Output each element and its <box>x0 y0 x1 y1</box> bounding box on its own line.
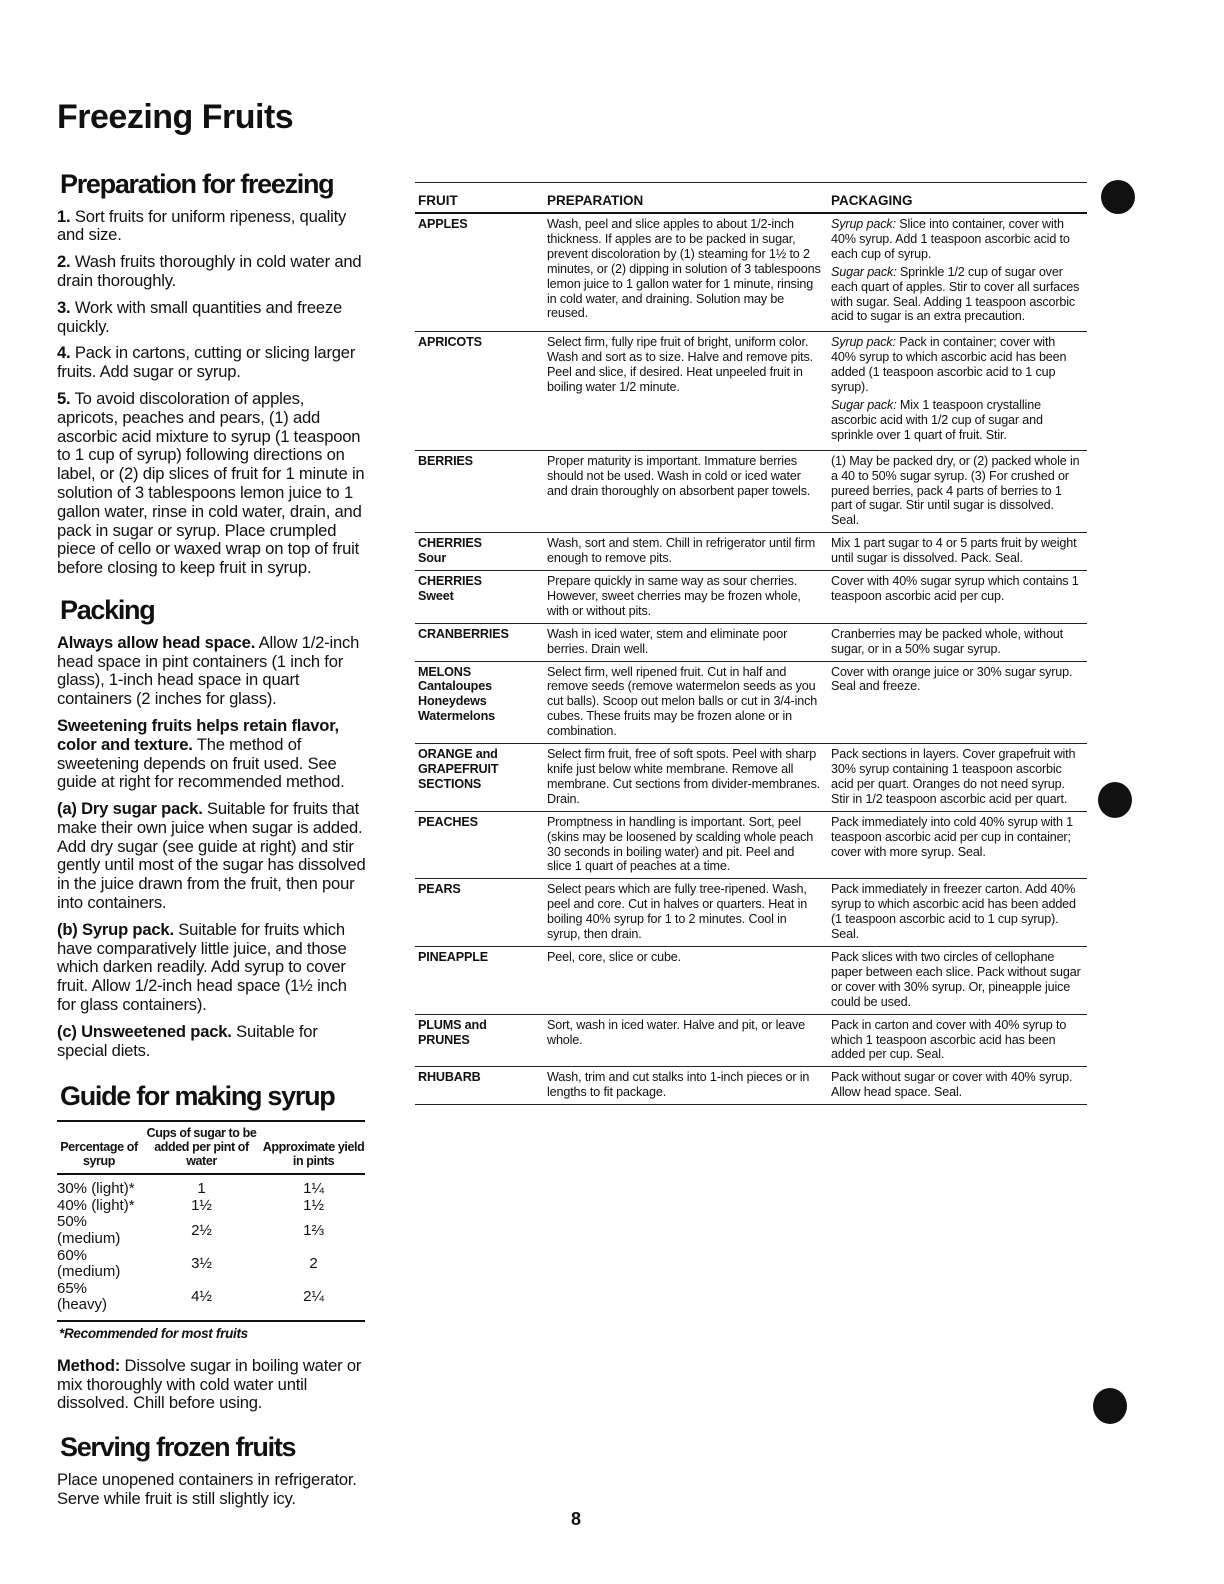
pack-text: Slice into container, cover with 40% syrup. Add 1 teaspoon ascorbic acid to each cup of syrup. <box>831 217 1070 261</box>
column-header-packaging: PACKAGING <box>828 183 1087 214</box>
packaging-cell: (1) May be packed dry, or (2) packed whole in a 40 to 50% sugar syrup. (3) For crushed or pureed berries, pack 4 parts of berries to 1 part of sugar. Stir until sugar is dissolved. Seal. <box>828 450 1087 533</box>
table-cell: 40% (light)* <box>57 1196 135 1214</box>
fruit-name-line: PRUNES <box>418 1032 470 1047</box>
table-cell: 2 <box>309 1254 318 1272</box>
fruit-name <box>415 744 544 812</box>
prep-step-2 <box>57 253 369 291</box>
preparation-cell: Prepare quickly in same way as sour cherries. However, sweet cherries may be frozen whole, with or without pits. <box>544 571 828 624</box>
head-space-lead: Always allow head space. <box>57 632 256 652</box>
step-number: 5. <box>57 389 71 409</box>
binder-hole-icon <box>1093 1388 1127 1424</box>
preparation-cell: Select firm fruit, free of soft spots. Peel with sharp knife just below white membrane. Remove all membrane. Cut sections from divider-membranes. Drain. <box>544 744 828 812</box>
sweetening-lead: Sweetening fruits helps retain flavor, color and texture. <box>57 715 339 754</box>
fruit-name: PINEAPPLE <box>415 946 544 1014</box>
fruit-preparation-table <box>415 182 1087 1105</box>
table-cell: 4½ <box>141 1281 262 1321</box>
fruit-name: RHUBARB <box>415 1067 544 1105</box>
head-space-paragraph <box>57 634 369 709</box>
left-column <box>57 170 369 1517</box>
packaging-cell: Pack sections in layers. Cover grapefruit with 30% syrup containing 1 teaspoon ascorbic acid per quart. Oranges do not need syrup. Stir in 1/2 teaspoon ascorbic acid per quart. <box>828 744 1087 812</box>
table-row <box>57 1174 365 1198</box>
table-cell: 50% (medium) <box>57 1213 121 1247</box>
table-row <box>415 946 1087 1014</box>
prep-step-4 <box>57 344 369 382</box>
syrup-pack-note <box>831 335 1081 395</box>
preparation-cell: Peel, core, slice or cube. <box>544 946 828 1014</box>
sugar-pack-note <box>831 398 1081 443</box>
dry-sugar-lead: (a) Dry sugar pack. <box>57 799 203 819</box>
table-cell: 2¼ <box>262 1281 365 1321</box>
preparation-cell: Promptness in handling is important. Sort, peel (skins may be loosened by scalding whole peach 30 seconds in boiling water) and pit. Peel and slice 1 quart of peaches at a time. <box>544 811 828 879</box>
table-row <box>415 332 1087 450</box>
fruit-name <box>415 571 544 624</box>
fruit-name-main: MELONS <box>418 664 471 679</box>
table-row <box>415 533 1087 571</box>
fruit-name <box>415 1014 544 1067</box>
preparation-cell: Select pears which are fully tree-ripened. Wash, peel and core. Cut in halves or quarters. Heat in boiling 40% syrup for 1 to 2 minutes. Cool in syrup, then drain. <box>544 879 828 947</box>
head-space-text: Allow 1/2-inch head space in pint containers (1 inch for glass), 1-inch head space in quart containers (2 inches for glass). <box>57 632 360 709</box>
table-cell: 1½ <box>303 1196 324 1214</box>
table-row <box>415 661 1087 744</box>
syrup-guide-heading: Guide for making syrup <box>60 1081 335 1112</box>
packaging-cell: Pack in carton and cover with 40% syrup to which 1 teaspoon ascorbic acid has been added per cup. Seal. <box>828 1014 1087 1067</box>
unsweetened-lead: (c) Unsweetened pack. <box>57 1021 232 1041</box>
syrup-footnote: *Recommended for most fruits <box>59 1325 248 1341</box>
fruit-name-main: CHERRIES <box>418 574 482 589</box>
table-cell: 1¼ <box>303 1180 324 1198</box>
step-text: To avoid discoloration of apples, apricots, peaches and pears, (1) add ascorbic acid mixture to syrup (1 teaspoon to 1 cup of syrup) following directions on label, or (2) dip slices of fruit for 1 minute in solution of 3 tablespoons lemon juice to 1 gallon water, rinse in cold water, drain, and pack in sugar or syrup. Place crumpled piece of cello or waxed wrap on top of fruit before closing to keep fruit in syrup. <box>57 389 365 578</box>
table-row <box>57 1248 365 1281</box>
serving-heading: Serving frozen fruits <box>60 1432 296 1463</box>
fruit-name: BERRIES <box>415 450 544 533</box>
serving-text: Place unopened containers in refrigerator. Serve while fruit is still slightly icy. <box>57 1469 357 1508</box>
table-row <box>415 744 1087 812</box>
step-text: Wash fruits thoroughly in cold water and drain thoroughly. <box>57 252 362 291</box>
table-row <box>57 1214 365 1247</box>
syrup-table-header <box>57 1121 365 1174</box>
fruit-name: APRICOTS <box>415 332 544 450</box>
table-cell: 1⅔ <box>303 1221 324 1239</box>
preparation-cell: Select firm, well ripened fruit. Cut in half and remove seeds (remove watermelon seeds as you cut balls). Scoop out melon balls or cut in 3/4-inch cubes. These fruits may be frozen alone or in combination. <box>544 661 828 744</box>
fruit-name <box>415 661 544 744</box>
pack-label: Syrup pack: <box>831 335 896 350</box>
method-lead: Method: <box>57 1355 121 1375</box>
table-row <box>415 1067 1087 1105</box>
fruit-variety: Sweet <box>418 588 454 603</box>
table-row <box>415 450 1087 533</box>
pack-text: Mix 1 teaspoon crystalline ascorbic acid with 1/2 cup of sugar and sprinkle over 1 quart of fruit. Stir. <box>831 397 1043 442</box>
sweetening-paragraph <box>57 717 369 792</box>
pack-label: Syrup pack: <box>831 217 896 231</box>
pack-label: Sugar pack: <box>831 264 897 279</box>
syrup-guide-table <box>57 1120 365 1322</box>
step-text: Pack in cartons, cutting or slicing larger fruits. Add sugar or syrup. <box>57 343 356 382</box>
step-text: Work with small quantities and freeze quickly. <box>57 297 343 336</box>
fruit-table-header <box>415 183 1087 214</box>
packaging-cell: Pack slices with two circles of cellophane paper between each slice. Pack without sugar or cover with 30% syrup. Or, pineapple juice could be used. <box>828 946 1087 1014</box>
dry-sugar-text: Suitable for fruits that make their own juice when sugar is added. Add dry sugar (see guide at right) and stir gently until most of the sugar has dissolved in the juice drawn from the fruit, then pour into containers. <box>57 799 366 913</box>
preparation-cell: Wash in iced water, stem and eliminate poor berries. Drain well. <box>544 623 828 661</box>
dry-sugar-paragraph <box>57 800 369 913</box>
step-number: 3. <box>57 297 71 317</box>
preparation-cell: Proper maturity is important. Immature berries should not be used. Wash in cold or iced water and drain thoroughly on absorbent paper towels. <box>544 450 828 533</box>
table-row <box>415 1014 1087 1067</box>
fruit-name-line: GRAPEFRUIT <box>418 762 499 776</box>
pack-text: Pack in container; cover with 40% syrup to which ascorbic acid has been added (1 teaspoon ascorbic acid to 1 cup syrup). <box>831 335 1067 395</box>
packaging-cell <box>828 213 1087 332</box>
table-cell: 2½ <box>191 1221 212 1239</box>
method-text: Dissolve sugar in boiling water or mix thoroughly with cold water until dissolved. Chill before using. <box>57 1355 362 1413</box>
packaging-cell <box>828 332 1087 450</box>
packaging-cell: Cover with orange juice or 30% sugar syrup. Seal and freeze. <box>828 661 1087 744</box>
fruit-name <box>415 533 544 571</box>
pack-label: Sugar pack: <box>831 397 897 412</box>
fruit-name-main: ORANGE and <box>418 747 498 762</box>
table-row <box>415 879 1087 947</box>
fruit-name: PEARS <box>415 879 544 947</box>
method-paragraph <box>57 1357 369 1413</box>
table-row <box>415 213 1087 332</box>
fruit-name: PEACHES <box>415 811 544 879</box>
syrup-pack-note <box>831 217 1081 262</box>
table-row <box>415 623 1087 661</box>
fruit-name-main: PLUMS and <box>418 1017 487 1032</box>
pack-text: Sprinkle 1/2 cup of sugar over each quart of apples. Stir to cover all surfaces with sugar. Seal. Adding 1 teaspoon ascorbic acid to sugar is an extra precaution. <box>831 264 1080 324</box>
packaging-cell: Cranberries may be packed whole, without sugar, or in a 50% sugar syrup. <box>828 623 1087 661</box>
binder-hole-icon <box>1098 782 1132 818</box>
column-header: Approximate yield in pints <box>262 1121 365 1174</box>
binder-hole-icon <box>1101 180 1135 214</box>
column-header-fruit: FRUIT <box>415 183 544 214</box>
fruit-name: CRANBERRIES <box>415 623 544 661</box>
table-cell: 30% (light)* <box>57 1180 135 1198</box>
packaging-cell: Pack without sugar or cover with 40% syrup. Allow head space. Seal. <box>828 1067 1087 1105</box>
packing-heading: Packing <box>60 595 155 626</box>
column-header: Cups of sugar to be added per pint of water <box>141 1121 262 1174</box>
fruit-name: APPLES <box>415 213 544 332</box>
column-header: Percentage of syrup <box>57 1121 141 1174</box>
syrup-pack-text: Suitable for fruits which have comparatively little juice, and those which darken readily. Add syrup to cover fruit. Allow 1/2-inch head space (1½ inch for glass containers). <box>57 919 347 1015</box>
unsweetened-paragraph <box>57 1023 369 1061</box>
column-header-preparation: PREPARATION <box>544 183 828 214</box>
syrup-pack-paragraph <box>57 921 369 1015</box>
fruit-variety: Sour <box>418 551 447 566</box>
step-number: 2. <box>57 252 71 272</box>
step-text: Sort fruits for uniform ripeness, quality and size. <box>57 206 347 245</box>
preparation-heading: Preparation for freezing <box>60 169 334 199</box>
packaging-cell: Cover with 40% sugar syrup which contains 1 teaspoon ascorbic acid per cup. <box>828 571 1087 624</box>
preparation-cell: Wash, peel and slice apples to about 1/2-inch thickness. If apples are to be packed in sugar, prevent discoloration by (1) steaming for 1½ to 2 minutes, or (2) dipping in solution of 3 tablespoons lemon juice to 1 gallon water for 1 minute, rinsing in cold water, and draining. Solution may be reused. <box>544 213 828 332</box>
preparation-cell: Wash, trim and cut stalks into 1-inch pieces or in lengths to fit package. <box>544 1067 828 1105</box>
syrup-pack-lead: (b) Syrup pack. <box>57 919 174 939</box>
table-cell: 3½ <box>191 1254 212 1272</box>
table-row <box>415 571 1087 624</box>
sweetening-text: The method of sweetening depends on fruit used. See guide at right for recommended method. <box>57 734 345 792</box>
prep-step-3 <box>57 299 369 337</box>
table-cell: 1 <box>197 1180 206 1198</box>
table-row <box>57 1281 365 1321</box>
table-row <box>415 811 1087 879</box>
table-cell: 65% (heavy) <box>57 1281 141 1321</box>
packaging-cell: Pack immediately into cold 40% syrup with 1 teaspoon ascorbic acid per cup in container; cover with more syrup. Seal. <box>828 811 1087 879</box>
fruit-name-main: CHERRIES <box>418 536 482 551</box>
prep-step-5 <box>57 390 369 578</box>
packaging-cell: Pack immediately in freezer carton. Add 40% syrup to which ascorbic acid has been added (1 teaspoon ascorbic acid to 1 cup syrup). Seal. <box>828 879 1087 947</box>
preparation-cell: Select firm, fully ripe fruit of bright, uniform color. Wash and sort as to size. Halve and remove pits. Peel and slice, if desired. Heat unpeeled fruit in boiling water 1/2 minute. <box>544 332 828 450</box>
sugar-pack-note <box>831 265 1081 325</box>
step-number: 1. <box>57 206 71 226</box>
unsweetened-text: Suitable for special diets. <box>57 1021 318 1060</box>
preparation-cell: Wash, sort and stem. Chill in refrigerator until firm enough to remove pits. <box>544 533 828 571</box>
fruit-variety: Cantaloupes <box>418 679 492 694</box>
page-number: 8 <box>571 1509 582 1529</box>
prep-step-1 <box>57 208 369 246</box>
page-title: Freezing Fruits <box>57 98 294 136</box>
step-number: 4. <box>57 343 71 363</box>
preparation-cell: Sort, wash in iced water. Halve and pit, or leave whole. <box>544 1014 828 1067</box>
table-cell: 60% (medium) <box>57 1246 121 1281</box>
fruit-name-line: SECTIONS <box>418 776 482 791</box>
fruit-variety: Honeydews <box>418 694 487 709</box>
packaging-cell: Mix 1 part sugar to 4 or 5 parts fruit by weight until sugar is dissolved. Pack. Seal. <box>828 533 1087 571</box>
fruit-variety: Watermelons <box>418 709 495 724</box>
table-row <box>57 1198 365 1215</box>
table-cell: 1½ <box>191 1196 212 1214</box>
